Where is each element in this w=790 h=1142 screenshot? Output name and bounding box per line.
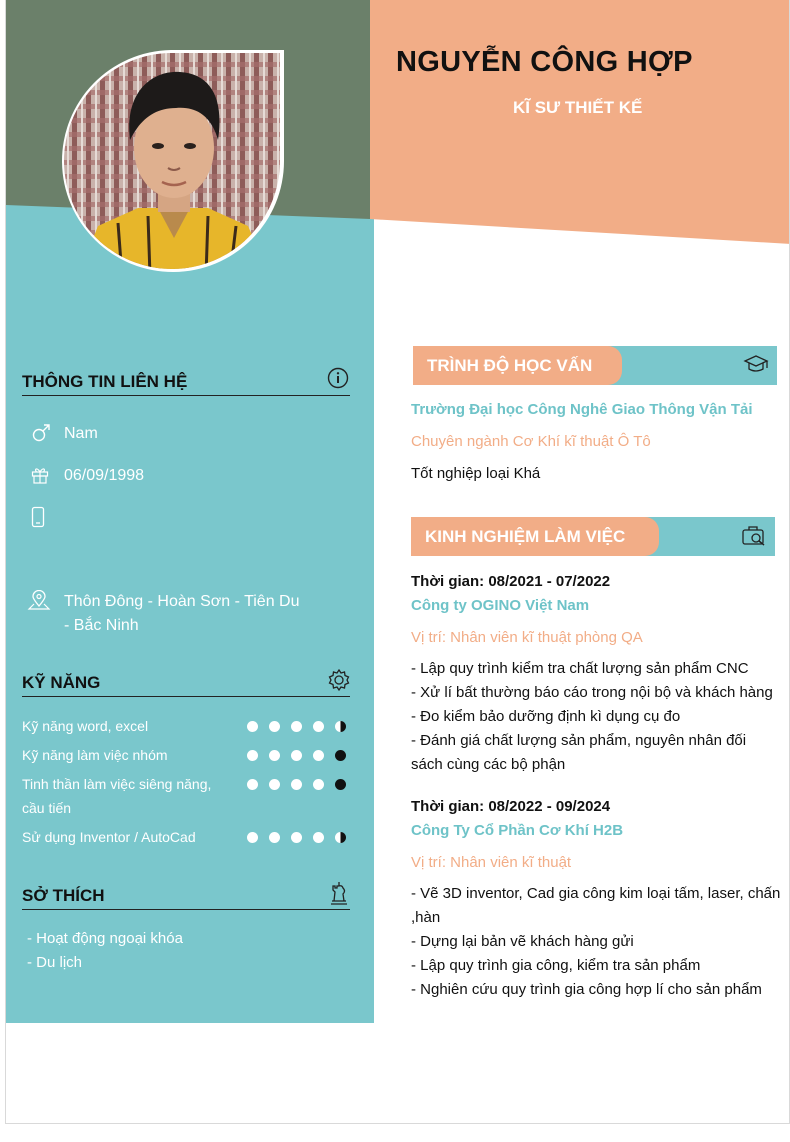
duty-item: - Đo kiểm bảo dưỡng định kì dụng cụ đo [411, 708, 681, 725]
rating-dot [291, 721, 302, 732]
skill-rating [247, 721, 346, 732]
duty-item: - Đánh giá chất lượng sản phẩm, nguyên nhân đối sách cùng các bộ phận [411, 732, 747, 773]
rating-dot [313, 832, 324, 843]
school-name: Trường Đại học Công Nghê Giao Thông Vận Tải [411, 401, 753, 418]
rating-dot [335, 721, 346, 732]
education-header [413, 346, 777, 385]
rating-dot [269, 750, 280, 761]
rating-dot [335, 779, 346, 790]
experience-header [411, 517, 775, 556]
skill-label-continued: cầu tiến [22, 800, 72, 816]
rating-dot [291, 779, 302, 790]
rating-dot [247, 721, 258, 732]
job-company: Công Ty Cổ Phần Cơ Khí H2B [411, 822, 624, 839]
person-name: NGUYỄN CÔNG HỢP [396, 46, 693, 78]
skill-label: Kỹ năng word, excel [22, 718, 149, 734]
skill-rating [247, 750, 346, 761]
skill-rating [247, 779, 346, 790]
info-icon [327, 367, 349, 394]
job-position: Vị trí: Nhân viên kĩ thuật phòng QA [411, 629, 643, 646]
contact-divider [22, 395, 350, 396]
duty-item: - Nghiên cứu quy trình gia công hợp lí cho sản phẩm [411, 981, 762, 998]
duty-item: - Vẽ 3D inventor, Cad gia công kim loại tấm, laser, chấn ,hàn [411, 885, 781, 926]
hobbies-divider [22, 909, 350, 910]
header-orange-block [370, 0, 790, 244]
education-section-title: TRÌNH ĐỘ HỌC VẤN [427, 356, 593, 375]
job-position: Vị trí: Nhân viên kĩ thuật [411, 854, 572, 871]
rating-dot [269, 779, 280, 790]
address-line-1: Thôn Đông - Hoàn Sơn - Tiên Du [64, 593, 300, 610]
skill-label: Tinh thần làm việc siêng năng, [22, 776, 212, 792]
chess-icon [327, 880, 351, 911]
contact-section-title: THÔNG TIN LIÊN HỆ [22, 372, 188, 391]
experience-section-title: KINH NGHIỆM LÀM VIỆC [425, 527, 626, 546]
rating-dot [335, 750, 346, 761]
gear-icon [327, 668, 351, 697]
phone-icon [31, 506, 45, 533]
duty-item: - Lập quy trình kiểm tra chất lượng sản phẩm CNC [411, 660, 749, 677]
graduation-cap-icon [743, 353, 769, 382]
rating-dot [313, 779, 324, 790]
duty-item: - Lập quy trình gia công, kiểm tra sản phẩm [411, 957, 701, 974]
briefcase-icon [741, 524, 767, 553]
rating-dot [269, 832, 280, 843]
job-period: Thời gian: 08/2022 - 09/2024 [411, 798, 611, 815]
rating-dot [247, 779, 258, 790]
birthday-value: 06/09/1998 [64, 467, 145, 484]
job-title: KĨ SƯ THIẾT KẾ [513, 98, 643, 117]
job-period: Thời gian: 08/2021 - 07/2022 [411, 573, 611, 590]
rating-dot [291, 832, 302, 843]
rating-dot [247, 832, 258, 843]
cv-page [5, 0, 790, 1124]
rating-dot [291, 750, 302, 761]
job-company: Công ty OGINO Việt Nam [411, 597, 590, 614]
rating-dot [269, 721, 280, 732]
skill-label: Kỹ năng làm việc nhóm [22, 747, 168, 763]
rating-dot [247, 750, 258, 761]
hobby-item: - Du lịch [27, 954, 83, 971]
address-line-2: - Bắc Ninh [64, 617, 139, 634]
location-icon [27, 590, 51, 617]
skills-divider [22, 696, 350, 697]
graduation-grade: Tốt nghiệp loại Khá [411, 465, 541, 482]
duty-item: - Dựng lại bản vẽ khách hàng gửi [411, 933, 634, 950]
gender-value: Nam [64, 425, 98, 442]
rating-dot [313, 721, 324, 732]
rating-dot [313, 750, 324, 761]
duty-item: - Xử lí bất thường báo cáo trong nội bộ và khách hàng [411, 684, 773, 701]
skill-label: Sử dụng Inventor / AutoCad [22, 829, 196, 845]
hobbies-section-title: SỞ THÍCH [22, 886, 105, 905]
job-duties [411, 657, 781, 777]
skills-section-title: KỸ NĂNG [22, 673, 101, 692]
male-icon [31, 423, 51, 448]
job-duties [411, 882, 781, 1002]
gift-icon [30, 465, 50, 490]
major: Chuyên ngành Cơ Khí kĩ thuật Ô Tô [411, 433, 651, 450]
profile-photo [58, 48, 286, 276]
hobby-item: - Hoạt động ngoại khóa [27, 930, 183, 947]
skill-rating [247, 832, 346, 843]
rating-dot [335, 832, 346, 843]
